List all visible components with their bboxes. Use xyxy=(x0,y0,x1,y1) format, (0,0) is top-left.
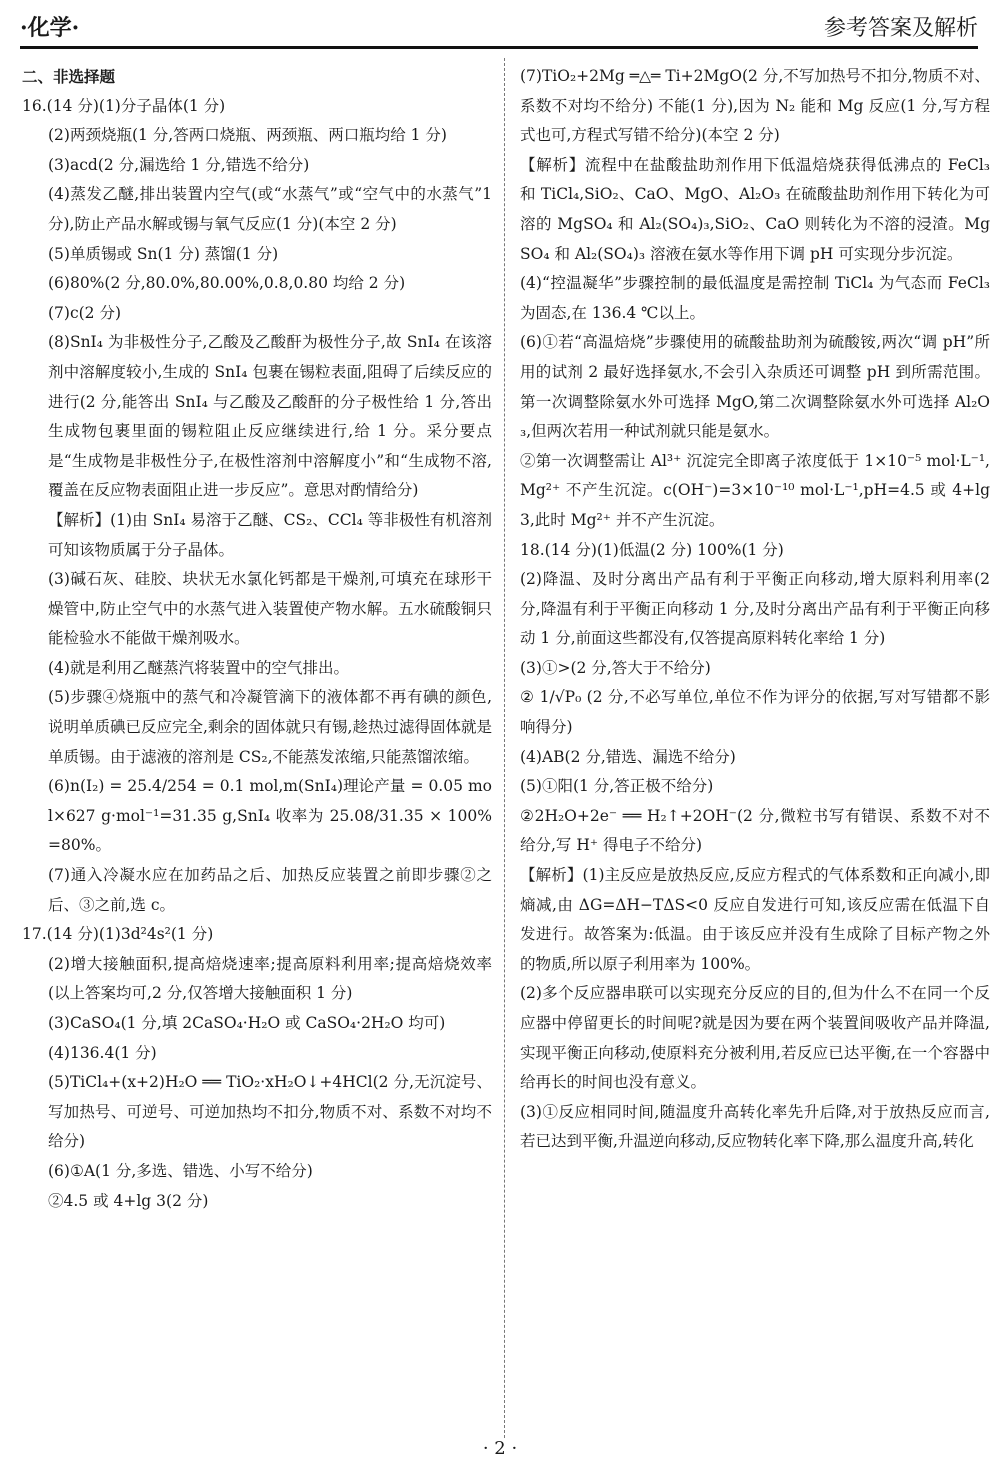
page-number: · 2 · xyxy=(482,1438,518,1459)
paragraph: 【解析】(1)主反应是放热反应,反应方程式的气体系数和正向减小,即熵减,由 ΔG=ΔH−TΔS<0 反应自发进行可知,该反应需在低温下自发进行。故答案为:低温。由于该反应并没有生成除了目标产物之外的物质,所以原子利用率为 100%。 xyxy=(520,866,990,973)
column-divider xyxy=(504,58,505,1438)
subject-label: ·化学· xyxy=(20,15,80,41)
paragraph: (7)通入冷凝水应在加药品之后、加热反应装置之前即步骤②之后、③之前,选 c。 xyxy=(48,866,492,914)
paragraph: (2)两颈烧瓶(1 分,答两口烧瓶、两颈瓶、两口瓶均给 1 分) xyxy=(48,126,447,145)
paragraph: (5)步骤④烧瓶中的蒸气和冷凝管滴下的液体都不再有碘的颜色,说明单质碘已反应完全,剩余的固体就只有锡,趁热过滤得固体就是单质锡。由于滤液的溶剂是 CS₂,不能蒸发浓缩,只能蒸馏浓缩。 xyxy=(48,688,492,766)
paragraph: (4)就是利用乙醚蒸汽将装置中的空气排出。 xyxy=(48,658,349,677)
paragraph: (6)①A(1 分,多选、错选、小写不给分) xyxy=(48,1161,313,1180)
paragraph: 【解析】流程中在盐酸盐助剂作用下低温焙烧获得低沸点的 FeCl₃ 和 TiCl₄,SiO₂、CaO、MgO、Al₂O₃ 在硫酸盐助剂作用下转化为可溶的 MgSO₄ 和 Al₂(SO₄)₃,SiO₂、CaO 则转化为不溶的浸渣。MgSO₄ 和 Al₂(SO₄)₃ 溶液在氨水等作用下调 pH 可实现分步沉淀。 xyxy=(520,155,990,263)
paragraph: (6)①若“高温焙烧”步骤使用的硫酸盐助剂为硫酸铵,两次“调 pH”所用的试剂 2 最好选择氨水,不会引入杂质还可调整 pH 到所需范围。第一次调整除氨水外可选择 MgO,第二次调整除氨水外可选择 Al₂O₃,但两次若用一种试剂就只能是氨水。 xyxy=(520,333,990,441)
paragraph: (4)蒸发乙醚,排出装置内空气(或“水蒸气”或“空气中的水蒸气”1 分),防止产品水解或锡与氧气反应(1 分)(本空 2 分) xyxy=(48,185,492,233)
page-header xyxy=(20,12,978,49)
paragraph: (5)单质锡或 Sn(1 分) 蒸馏(1 分) xyxy=(48,244,279,263)
paragraph: (3)①反应相同时间,随温度升高转化率先升后降,对于放热反应而言,若已达到平衡,升温逆向移动,反应物转化率下降,那么温度升高,转化 xyxy=(520,1102,990,1151)
paragraph: (8)SnI₄ 为非极性分子,乙酸及乙酸酐为极性分子,故 SnI₄ 在该溶剂中溶解度较小,生成的 SnI₄ 包裹在锡粒表面,阻碍了后续反应的进行(2 分,能答出 SnI₄ 与乙酸及乙酸酐的分子极性给 1 分,答出生成物包裹里面的锡粒阻止反应继续进行,给 1 分。采分要点是“生成物是非极性分子,在极性溶剂中溶解度小”和“生成物不溶,覆盖在反应物表面阻止进一步反应”。意思对酌情给分) xyxy=(48,333,492,500)
paragraph: 17.(14 分)(1)3d²4s²(1 分) xyxy=(22,925,214,944)
paragraph: (5)TiCl₄+(x+2)H₂O ══ TiO₂·xH₂O↓+4HCl(2 分,无沉淀号、写加热号、可逆号、可逆加热均不扣分,物质不对、系数不对均不给分) xyxy=(48,1073,492,1151)
paragraph: ②4.5 或 4+lg 3(2 分) xyxy=(48,1191,209,1210)
paragraph: 【解析】(1)由 SnI₄ 易溶于乙醚、CS₂、CCl₄ 等非极性有机溶剂可知该物质属于分子晶体。 xyxy=(48,510,492,559)
paragraph: (3)碱石灰、硅胶、块状无水氯化钙都是干燥剂,可填充在球形干燥管中,防止空气中的水蒸气进入装置使产物水解。五水硫酸铜只能检验水不能做干燥剂吸水。 xyxy=(48,570,492,648)
paragraph: (4)136.4(1 分) xyxy=(48,1043,157,1062)
paragraph: (4)AB(2 分,错选、漏选不给分) xyxy=(520,747,736,766)
paragraph: (4)“控温凝华”步骤控制的最低温度是需控制 TiCl₄ 为气态而 FeCl₃ 为固态,在 136.4 ℃以上。 xyxy=(520,274,990,322)
section-title: 参考答案及解析 xyxy=(823,16,978,41)
paragraph: ② 1/√P₀ (2 分,不必写单位,单位不作为评分的依据,写对写错都不影响得分) xyxy=(520,688,990,737)
paragraph: (7)c(2 分) xyxy=(48,303,122,322)
paragraph: 16.(14 分)(1)分子晶体(1 分) xyxy=(22,96,226,115)
paragraph: (6)n(I₂) = 25.4/254 = 0.1 mol,m(SnI₄)理论产量 = 0.05 mol×627 g·mol⁻¹=31.35 g,SnI₄ 收率为 25.08/31.35 × 100%=80%。 xyxy=(48,777,492,855)
paragraph: (5)①阳(1 分,答正极不给分) xyxy=(520,777,714,796)
paragraph: 二、非选择题 xyxy=(22,67,116,86)
paragraph: 18.(14 分)(1)低温(2 分) 100%(1 分) xyxy=(520,540,784,559)
paragraph: ②2H₂O+2e⁻ ══ H₂↑+2OH⁻(2 分,微粒书写有错误、系数不对不给分,写 H⁺ 得电子不给分) xyxy=(520,806,990,855)
paragraph: (6)80%(2 分,80.0%,80.00%,0.8,0.80 均给 2 分) xyxy=(48,274,406,293)
paragraph: (3)①>(2 分,答大于不给分) xyxy=(520,658,711,677)
paragraph: (2)多个反应器串联可以实现充分反应的目的,但为什么不在同一个反应器中停留更长的时间呢?就是因为要在两个装置间吸收产品并降温,实现平衡正向移动,使原料充分被利用,若反应已达平衡,在一个容器中给再长的时间也没有意义。 xyxy=(520,984,990,1092)
paragraph: (3)CaSO₄(1 分,填 2CaSO₄·H₂O 或 CaSO₄·2H₂O 均可) xyxy=(48,1014,446,1032)
right-column xyxy=(520,62,990,1157)
left-column xyxy=(22,62,492,1216)
paragraph: ②第一次调整需让 Al³⁺ 沉淀完全即离子浓度低于 1×10⁻⁵ mol·L⁻¹,Mg²⁺ 不产生沉淀。c(OH⁻)=3×10⁻¹⁰ mol·L⁻¹,pH=4.5 或 4+lg 3,此时 Mg²⁺ 并不产生沉淀。 xyxy=(520,451,990,529)
paragraph: (7)TiO₂+2Mg ═△═ Ti+2MgO(2 分,不写加热号不扣分,物质不对、系数不对均不给分) 不能(1 分),因为 N₂ 能和 Mg 反应(1 分,写方程式也可,方程式写错不给分)(本空 2 分) xyxy=(520,67,990,145)
paragraph: (2)增大接触面积,提高焙烧速率;提高原料利用率;提高焙烧效率(以上答案均可,2 分,仅答增大接触面积 1 分) xyxy=(48,954,492,1003)
paragraph: (2)降温、及时分离出产品有利于平衡正向移动,增大原料利用率(2 分,降温有利于平衡正向移动 1 分,及时分离出产品有利于平衡正向移动 1 分,前面这些都没有,仅答提高原料转化率给 1 分) xyxy=(520,570,990,648)
paragraph: (3)acd(2 分,漏选给 1 分,错选不给分) xyxy=(48,155,310,174)
